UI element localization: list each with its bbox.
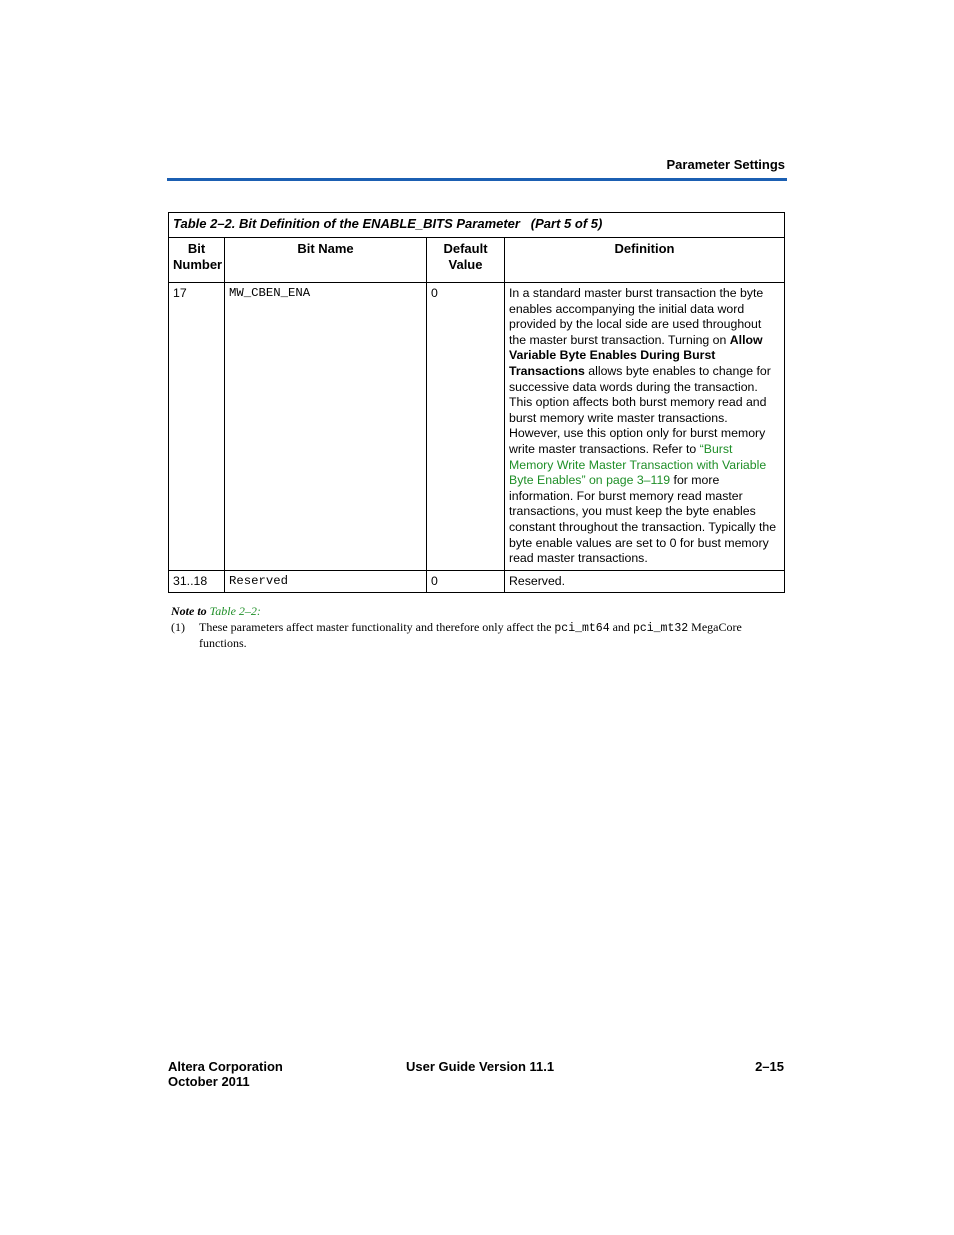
footer-date: October 2011 xyxy=(168,1074,250,1089)
definition-cell xyxy=(505,283,785,571)
note-code-pci-mt64: pci_mt64 xyxy=(554,622,610,635)
header-rule xyxy=(167,178,787,181)
definition-text: for more information. For burst memory read master transactions, you must keep the byte enables constant throughout the transaction. Typically the byte enable values are set to 0 for bust memory read master transactions. xyxy=(509,473,777,566)
definition-text: In a standard master burst transaction the byte enables accompanying the initial data word provided by the local side are used throughout the master burst transaction. Turning on xyxy=(509,286,764,347)
col-header-default-value: Default Value xyxy=(427,238,505,283)
col-header-bit-name: Bit Name xyxy=(225,238,427,283)
note-item xyxy=(171,620,781,651)
table-row xyxy=(169,570,785,593)
table-note xyxy=(171,604,781,651)
running-header: Parameter Settings xyxy=(666,157,785,172)
note-table-link[interactable]: Table 2–2: xyxy=(209,604,261,618)
bit-name-cell: Reserved xyxy=(225,570,427,593)
note-text-part: MegaCore functions. xyxy=(199,620,742,650)
note-text-part: and xyxy=(609,620,633,634)
default-value-cell: 0 xyxy=(427,570,505,593)
cross-reference-link[interactable]: “Burst Memory Write Master Transaction with Variable Byte Enables” on page 3–119 xyxy=(509,441,767,488)
col-header-definition: Definition xyxy=(505,238,785,283)
footer-page-number: 2–15 xyxy=(755,1059,784,1074)
bit-name-cell: MW_CBEN_ENA xyxy=(225,283,427,571)
definition-cell: Reserved. xyxy=(505,570,785,593)
note-text xyxy=(199,620,781,651)
note-text-part: These parameters affect master functionality and therefore only affect the xyxy=(199,620,555,634)
table-row xyxy=(169,283,785,571)
bit-number-cell: 31..18 xyxy=(169,570,225,593)
note-number: (1) xyxy=(171,620,185,634)
table-caption: Table 2–2. Bit Definition of the ENABLE_BITS Parameter (Part 5 of 5) xyxy=(169,213,785,238)
note-title xyxy=(171,604,781,619)
definition-text: allows byte enables to change for successive data words during the transaction. This option affects both burst memory read and burst memory write master transactions. However, use this option only for burst memory write master transactions. Refer to xyxy=(509,363,771,456)
note-title-prefix: Note to xyxy=(171,604,210,618)
definition-option-name: Allow Variable Byte Enables During Burst Transactions xyxy=(509,332,763,378)
default-value-cell: 0 xyxy=(427,283,505,571)
footer-left xyxy=(168,1059,283,1089)
footer-company: Altera Corporation xyxy=(168,1059,283,1074)
col-header-bit-number: Bit Number xyxy=(169,238,225,283)
footer-version: User Guide Version 11.1 xyxy=(406,1059,555,1074)
enable-bits-table xyxy=(168,212,785,593)
note-code-pci-mt32: pci_mt32 xyxy=(632,622,689,635)
bit-number-cell: 17 xyxy=(169,283,225,571)
